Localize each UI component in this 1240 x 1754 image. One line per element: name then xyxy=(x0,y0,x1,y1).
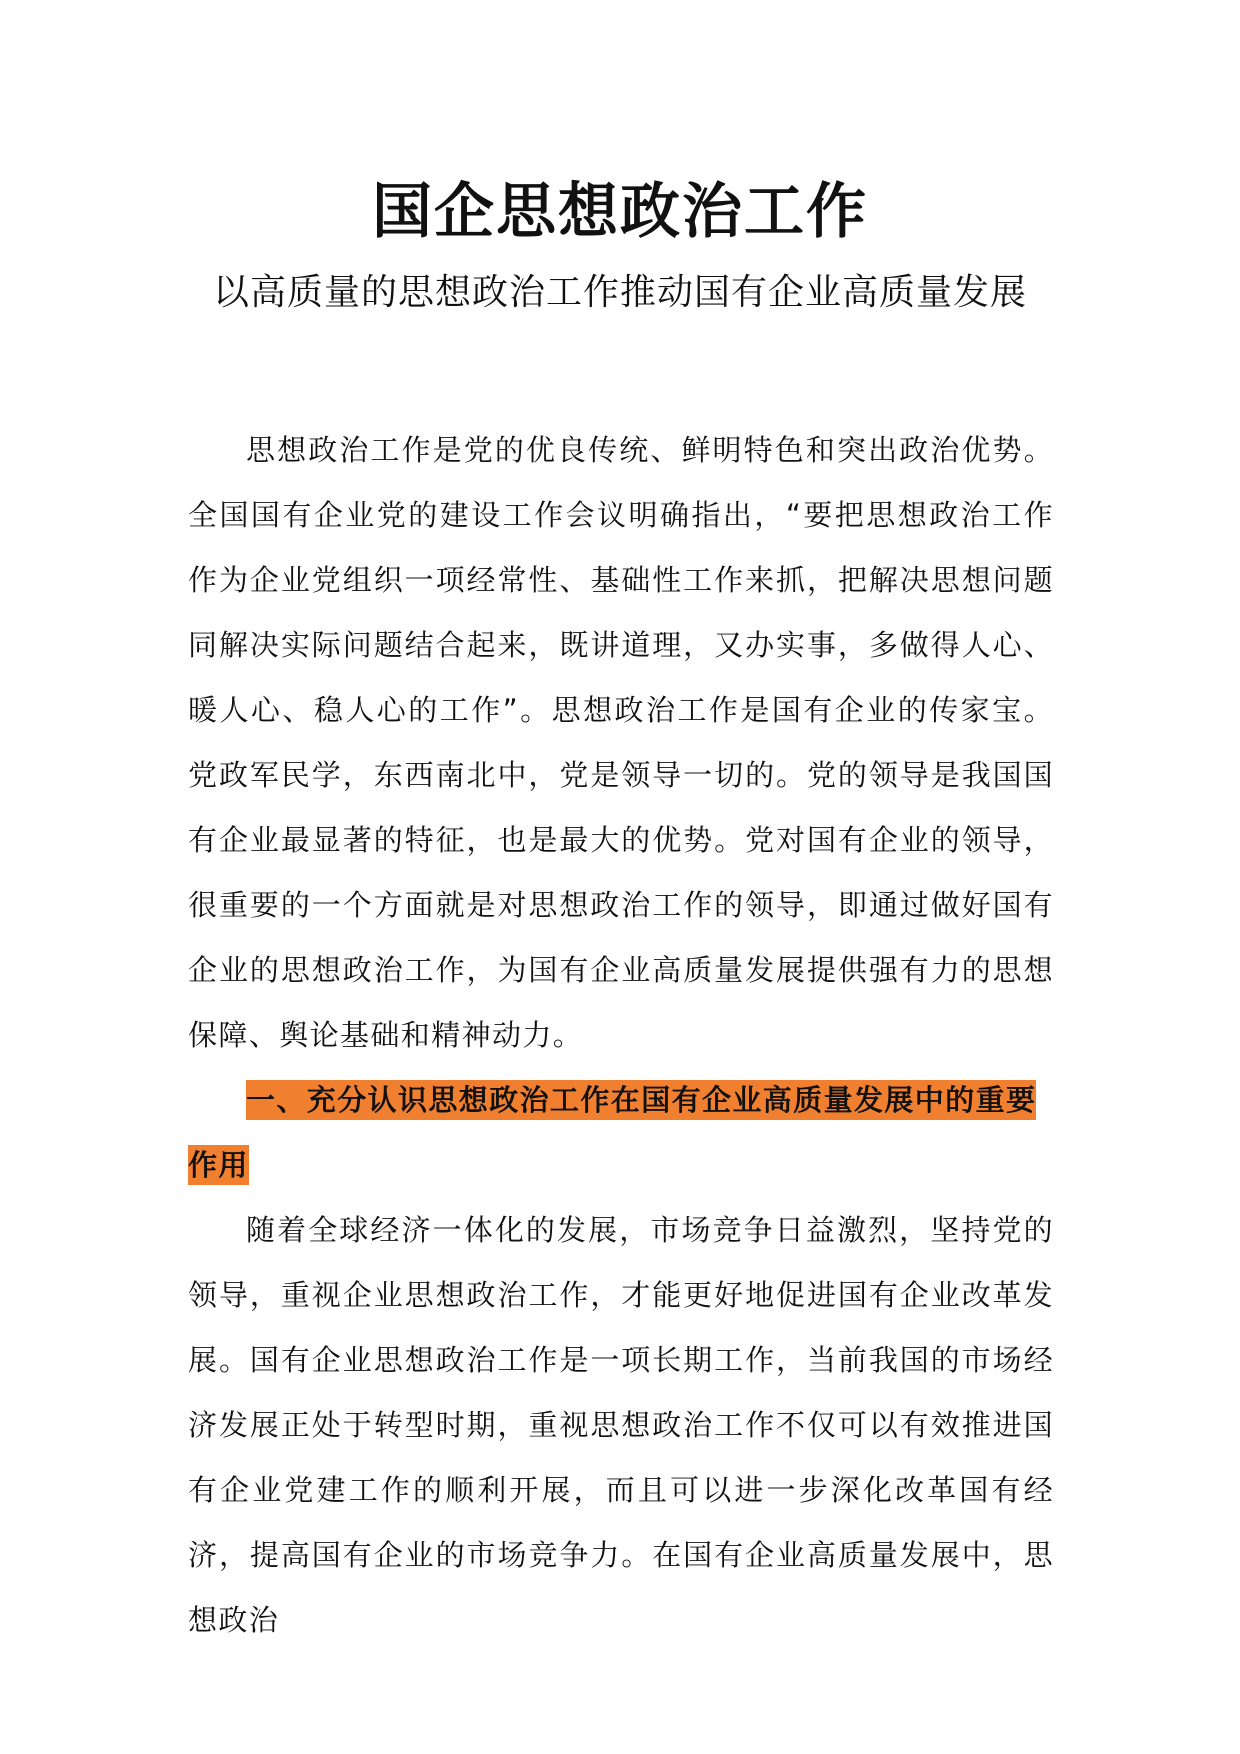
section-heading-1 xyxy=(188,1068,1054,1198)
document-title: 国企思想政治工作 xyxy=(372,177,868,247)
section-heading-1-highlight: 一、充分认识思想政治工作在国有企业高质量发展中的重要作用 xyxy=(188,1080,1036,1185)
body-paragraph-1: 思想政治工作是党的优良传统、鲜明特色和突出政治优势。全国国有企业党的建设工作会议明确指出，“要把思想政治工作作为企业党组织一项经常性、基础性工作来抓，把解决思想问题同解决实际问题结合起来，既讲道理，又办实事，多做得人心、暖人心、稳人心的工作”。思想政治工作是国有企业的传家宝。党政军民学，东西南北中，党是领导一切的。党的领导是我国国有企业最显著的特征，也是最大的优势。党对国有企业的领导，很重要的一个方面就是对思想政治工作的领导，即通过做好国有企业的思想政治工作，为国有企业高质量发展提供强有力的思想保障、舆论基础和精神动力。 xyxy=(188,433,1054,1052)
document-subtitle: 以高质量的思想政治工作推动国有企业高质量发展 xyxy=(212,272,1027,313)
document-body xyxy=(188,418,1054,1653)
body-paragraph-2: 随着全球经济一体化的发展，市场竞争日益激烈，坚持党的领导，重视企业思想政治工作，才能更好地促进国有企业改革发展。国有企业思想政治工作是一项长期工作，当前我国的市场经济发展正处于转型时期，重视思想政治工作不仅可以有效推进国有企业党建工作的顺利开展，而且可以进一步深化改革国有经济，提高国有企业的市场竞争力。在国有企业高质量发展中，思想政治 xyxy=(188,1213,1054,1637)
